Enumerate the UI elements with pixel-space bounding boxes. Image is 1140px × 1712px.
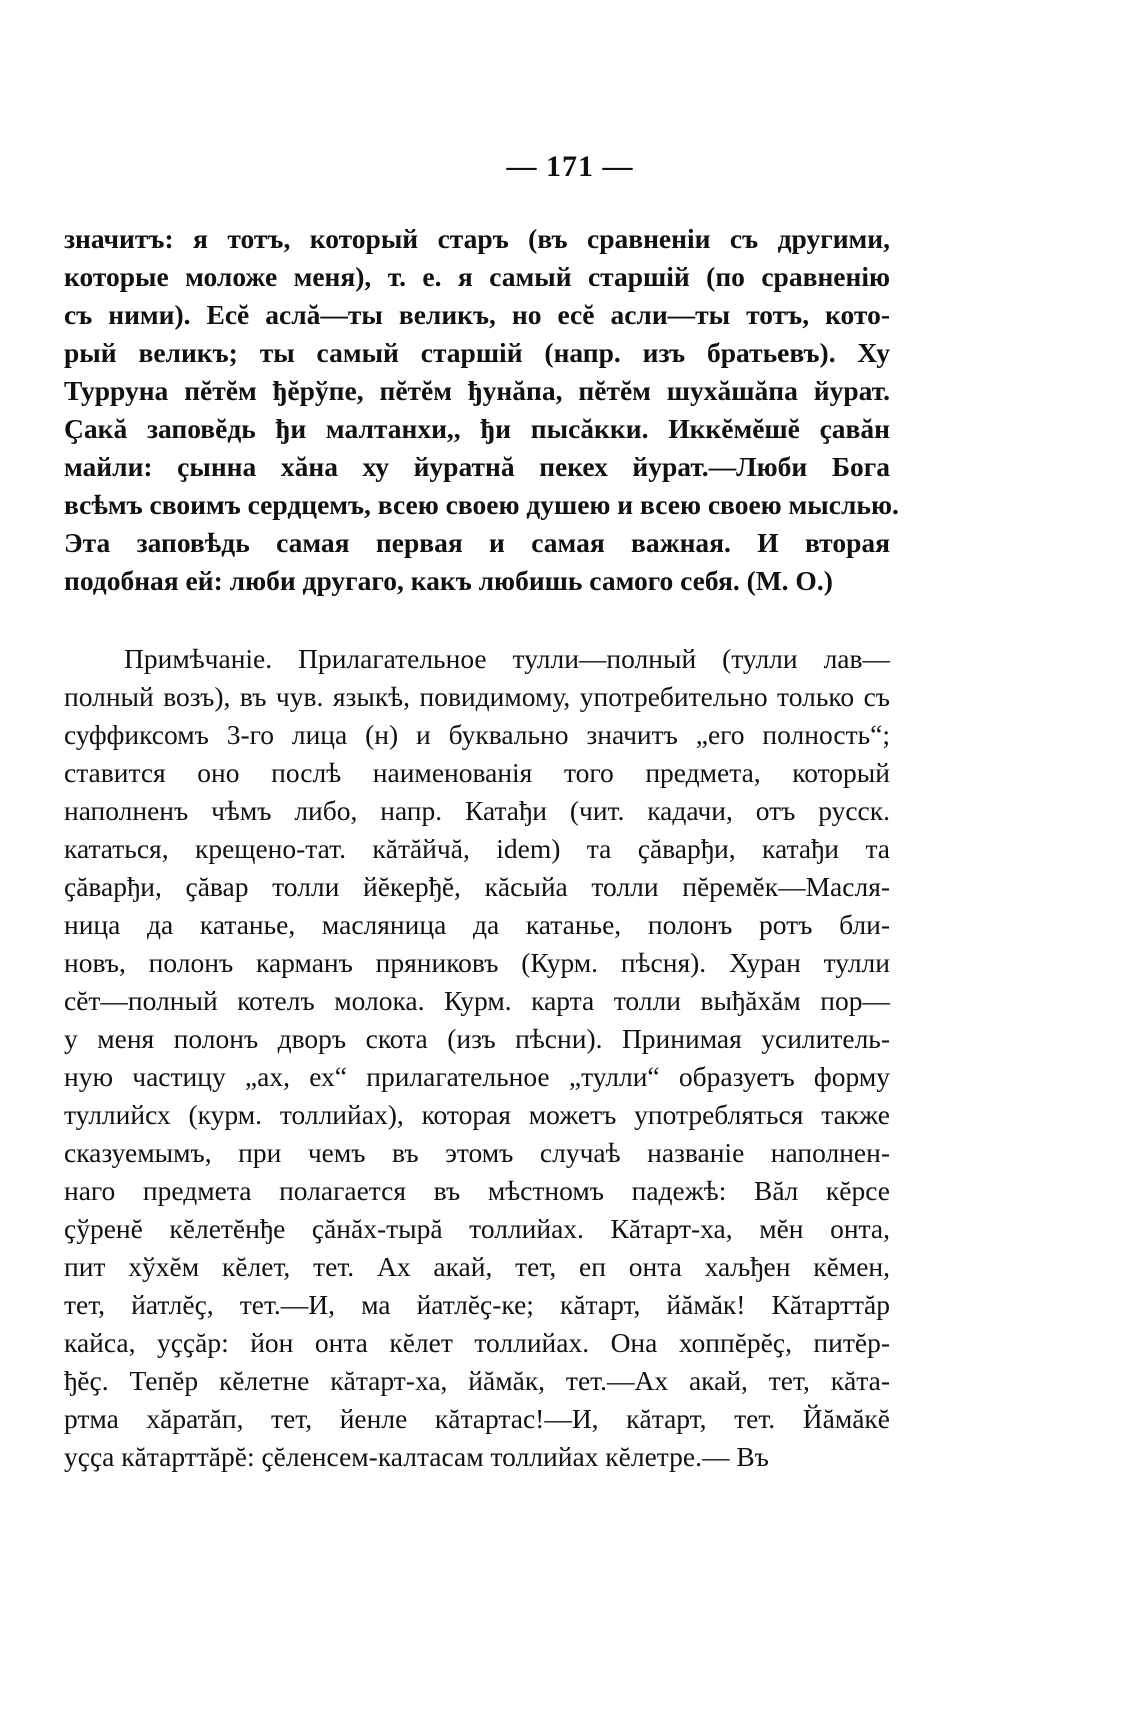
paragraph-main bbox=[64, 220, 899, 600]
text-line: у меня полонъ дворъ скота (изъ пѣсни). Принимая усилитель- bbox=[64, 1023, 890, 1054]
text-line: Турруна пĕтĕм ђĕрўпе, пĕтĕм ђунăпа, пĕтĕм шухăшăпа йурат. bbox=[64, 375, 890, 406]
text-line: ную частицу „ах, ех“ прилагательное „тулли“ образуетъ форму bbox=[64, 1061, 890, 1092]
page-number: — 171 — bbox=[506, 150, 634, 183]
text-line: майли: ҫынна хăна ху йуратнă пекех йурат.—Люби Бога bbox=[64, 451, 890, 482]
text-line: подобная ей: люби другаго, какъ любишь самого себя. (М. О.) bbox=[64, 565, 833, 596]
text-line: ҫўренĕ кĕлетĕнђе ҫăнăх-тырă толлийах. Кăтарт-ха, мĕн онта, bbox=[64, 1213, 890, 1244]
text-line: ртма хăратăп, тет, йенле кăтартас!—И, кăтарт, тет. Йăмăкĕ bbox=[64, 1403, 890, 1434]
text-line: Ҫакă заповĕдь ђи малтанхи,, ђи пысăкки. Иккĕмĕшĕ ҫавăн bbox=[64, 413, 890, 444]
text-line: наполненъ чѣмъ либо, напр. Катађи (чит. кадачи, отъ русск. bbox=[64, 795, 890, 826]
text-line: сĕт—полный котелъ молока. Курм. карта толли выђăхăм пор— bbox=[64, 985, 890, 1016]
text-line: всѣмъ своимъ сердцемъ, всею своею душею и всею своею мыслью. bbox=[64, 489, 899, 520]
text-line: рый великъ; ты самый старшій (напр. изъ братьевъ). Ху bbox=[64, 337, 890, 368]
text-line: ҫăварђи, ҫăвар толли йĕкерђĕ, кăсыйа толли пĕремĕк—Масля- bbox=[64, 871, 890, 902]
text-line: сказуемымъ, при чемъ въ этомъ случаѣ названіе наполнен- bbox=[64, 1137, 890, 1168]
text-line: новъ, полонъ карманъ пряниковъ (Курм. пѣсня). Хуран тулли bbox=[64, 947, 890, 978]
text-line: суффиксомъ 3-го лица (н) и буквально значитъ „его полность“; bbox=[64, 719, 890, 750]
text-line: ставится оно послѣ наименованія того предмета, который bbox=[64, 757, 890, 788]
text-line: пит хўхĕм кĕлет, тет. Ах акай, тет, еп онта хаљђен кĕмен, bbox=[64, 1251, 890, 1282]
text-line: которые моложе меня), т. е. я самый старшій (по сравненію bbox=[64, 261, 890, 292]
paragraph-note bbox=[64, 640, 890, 1476]
text-line: Примѣчаніе. Прилагательное тулли—полный (тулли лав— bbox=[124, 643, 890, 674]
text-line: Эта заповѣдь самая первая и самая важная. И вторая bbox=[64, 527, 890, 558]
text-line: кайса, уҫҫăр: йон онта кĕлет толлийах. Она хоппĕрĕҫ, питĕр- bbox=[64, 1327, 890, 1358]
text-line: кататься, крещено-тат. кăтăйчă, idem) та ҫăварђи, катађи та bbox=[64, 833, 890, 864]
text-line: съ ними). Есĕ аслă—ты великъ, но есĕ асли—ты тотъ, кото- bbox=[64, 299, 890, 330]
text-line: уҫҫа кăтарттăрĕ: ҫĕленсем-калтасам толлийах кĕлетре.— Въ bbox=[64, 1441, 769, 1472]
text-line: значитъ: я тотъ, который старъ (въ сравненіи съ другими, bbox=[64, 223, 890, 254]
text-line: туллийсх (курм. толлийах), которая можетъ употребляться также bbox=[64, 1099, 890, 1130]
text-line: ђĕҫ. Тепĕр кĕлетне кăтарт-ха, йăмăк, тет.—Ах акай, тет, кăта- bbox=[64, 1365, 890, 1396]
text-line: тет, йатлĕҫ, тет.—И, ма йатлĕҫ-ке; кăтарт, йăмăк! Кăтарттăр bbox=[64, 1289, 890, 1320]
text-line: ница да катанье, масляница да катанье, полонъ ротъ бли- bbox=[64, 909, 890, 940]
text-line: полный возъ), въ чув. языкѣ, повидимому, употребительно только съ bbox=[64, 681, 890, 712]
text-line: наго предмета полагается въ мѣстномъ падежѣ: Вăл кĕрсе bbox=[64, 1175, 890, 1206]
